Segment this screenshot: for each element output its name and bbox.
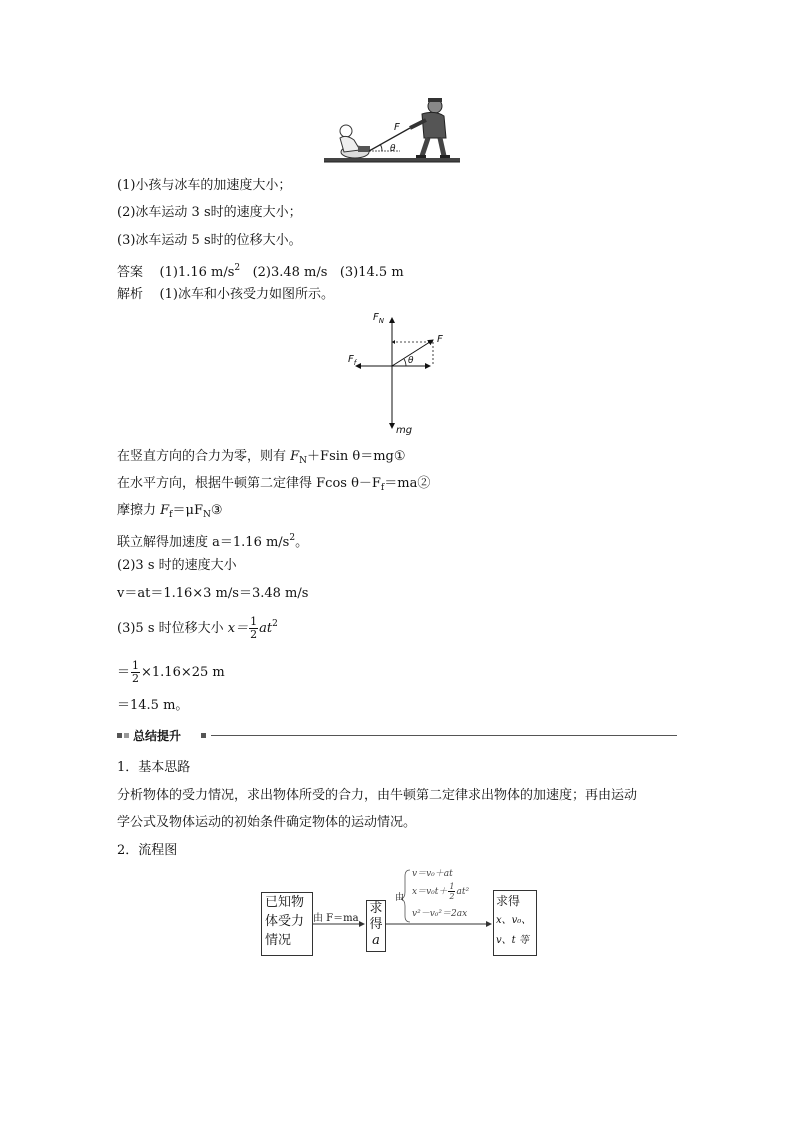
kinematics-formula-3: v²－v₀²＝2ax [412, 909, 468, 919]
part3-line2: ＝ $\frac{1}{2}$ ×1.16×25 m [117, 659, 225, 685]
force-diagram [340, 310, 450, 440]
arrow-label-newton: 由 F＝ma [313, 913, 359, 924]
answer-3: (3)14.5 m [339, 265, 404, 280]
heading-bullet-icon [124, 733, 129, 738]
kinematics-formula-2: x＝v₀t＋ $\frac{1}{2}$ at² [412, 882, 470, 901]
answer-2: (2)3.48 m/s [252, 265, 328, 280]
find-a-box: 求 得 a [366, 900, 386, 952]
heading-bullet-icon [201, 733, 206, 738]
answer-line [117, 259, 404, 282]
result-box: 求得 x、v₀、 v、t 等 [493, 890, 537, 956]
rope-force-label: F [394, 122, 400, 133]
answer-label: 答案 [117, 265, 144, 280]
answer-1: (1)1.16 $m/s^2$ [159, 263, 241, 280]
summary-section-heading [117, 728, 677, 744]
equation-4: 联立解得加速度 a＝1.16 $m/s^2$。 [117, 533, 309, 550]
fn-label: $F_N$ [373, 312, 385, 325]
heading-bullet-icon [117, 733, 122, 738]
question-1: (1)小孩与冰车的加速度大小； [117, 178, 292, 193]
summary-paragraph-line-2: 学公式及物体运动的初始条件确定物体的运动情况。 [117, 815, 417, 830]
illustration-sled-pull [322, 98, 462, 168]
summary-heading-2: 2．流程图 [117, 843, 178, 858]
analysis-line [117, 286, 334, 304]
equation-3: 摩擦力 $F_f=\mu F_N③$ [117, 503, 223, 520]
arrow-label-by: 由 [395, 893, 405, 903]
theta-label: θ [408, 356, 414, 366]
summary-paragraph-line-1: 分析物体的受力情况，求出物体所受的合力，由牛顿第二定律求出物体的加速度；再由运动 [117, 788, 638, 803]
equation-2: 在水平方向，根据牛顿第二定律得 Fcos $\theta-F_f=ma②$ [117, 476, 431, 493]
part2-title: (2)3 s 时的速度大小 [117, 558, 237, 573]
section-rule [211, 735, 677, 736]
ff-label: $F_f$ [348, 354, 357, 367]
summary-heading-1: 1．基本思路 [117, 760, 191, 775]
part3-line3: ＝14.5 m。 [117, 698, 189, 713]
part3-title: (3)5 s 时位移大小 x＝ $\frac{1}{2}$ $at^2$ [117, 615, 278, 641]
part2-equation: v＝at＝1.16×3 m/s＝3.48 m/s [117, 586, 309, 601]
flowchart [255, 862, 545, 962]
question-3: (3)冰车运动 5 s时的位移大小。 [117, 233, 302, 248]
rope-angle-label: θ [390, 144, 396, 154]
analysis-label: 解析 [117, 287, 144, 302]
section-title: 总结提升 [133, 729, 182, 743]
kinematics-formula-1: v＝v₀＋at [412, 869, 453, 879]
question-2: (2)冰车运动 3 s时的速度大小； [117, 205, 302, 220]
equation-1: 在竖直方向的合力为零，则有 $F_N+Fsin$ θ＝mg① [117, 449, 406, 466]
mg-label: mg [396, 425, 413, 436]
f-label: F [437, 334, 443, 345]
analysis-text: (1)冰车和小孩受力如图所示。 [159, 287, 334, 302]
known-force-box: 已知物 体受力 情况 [261, 892, 313, 956]
